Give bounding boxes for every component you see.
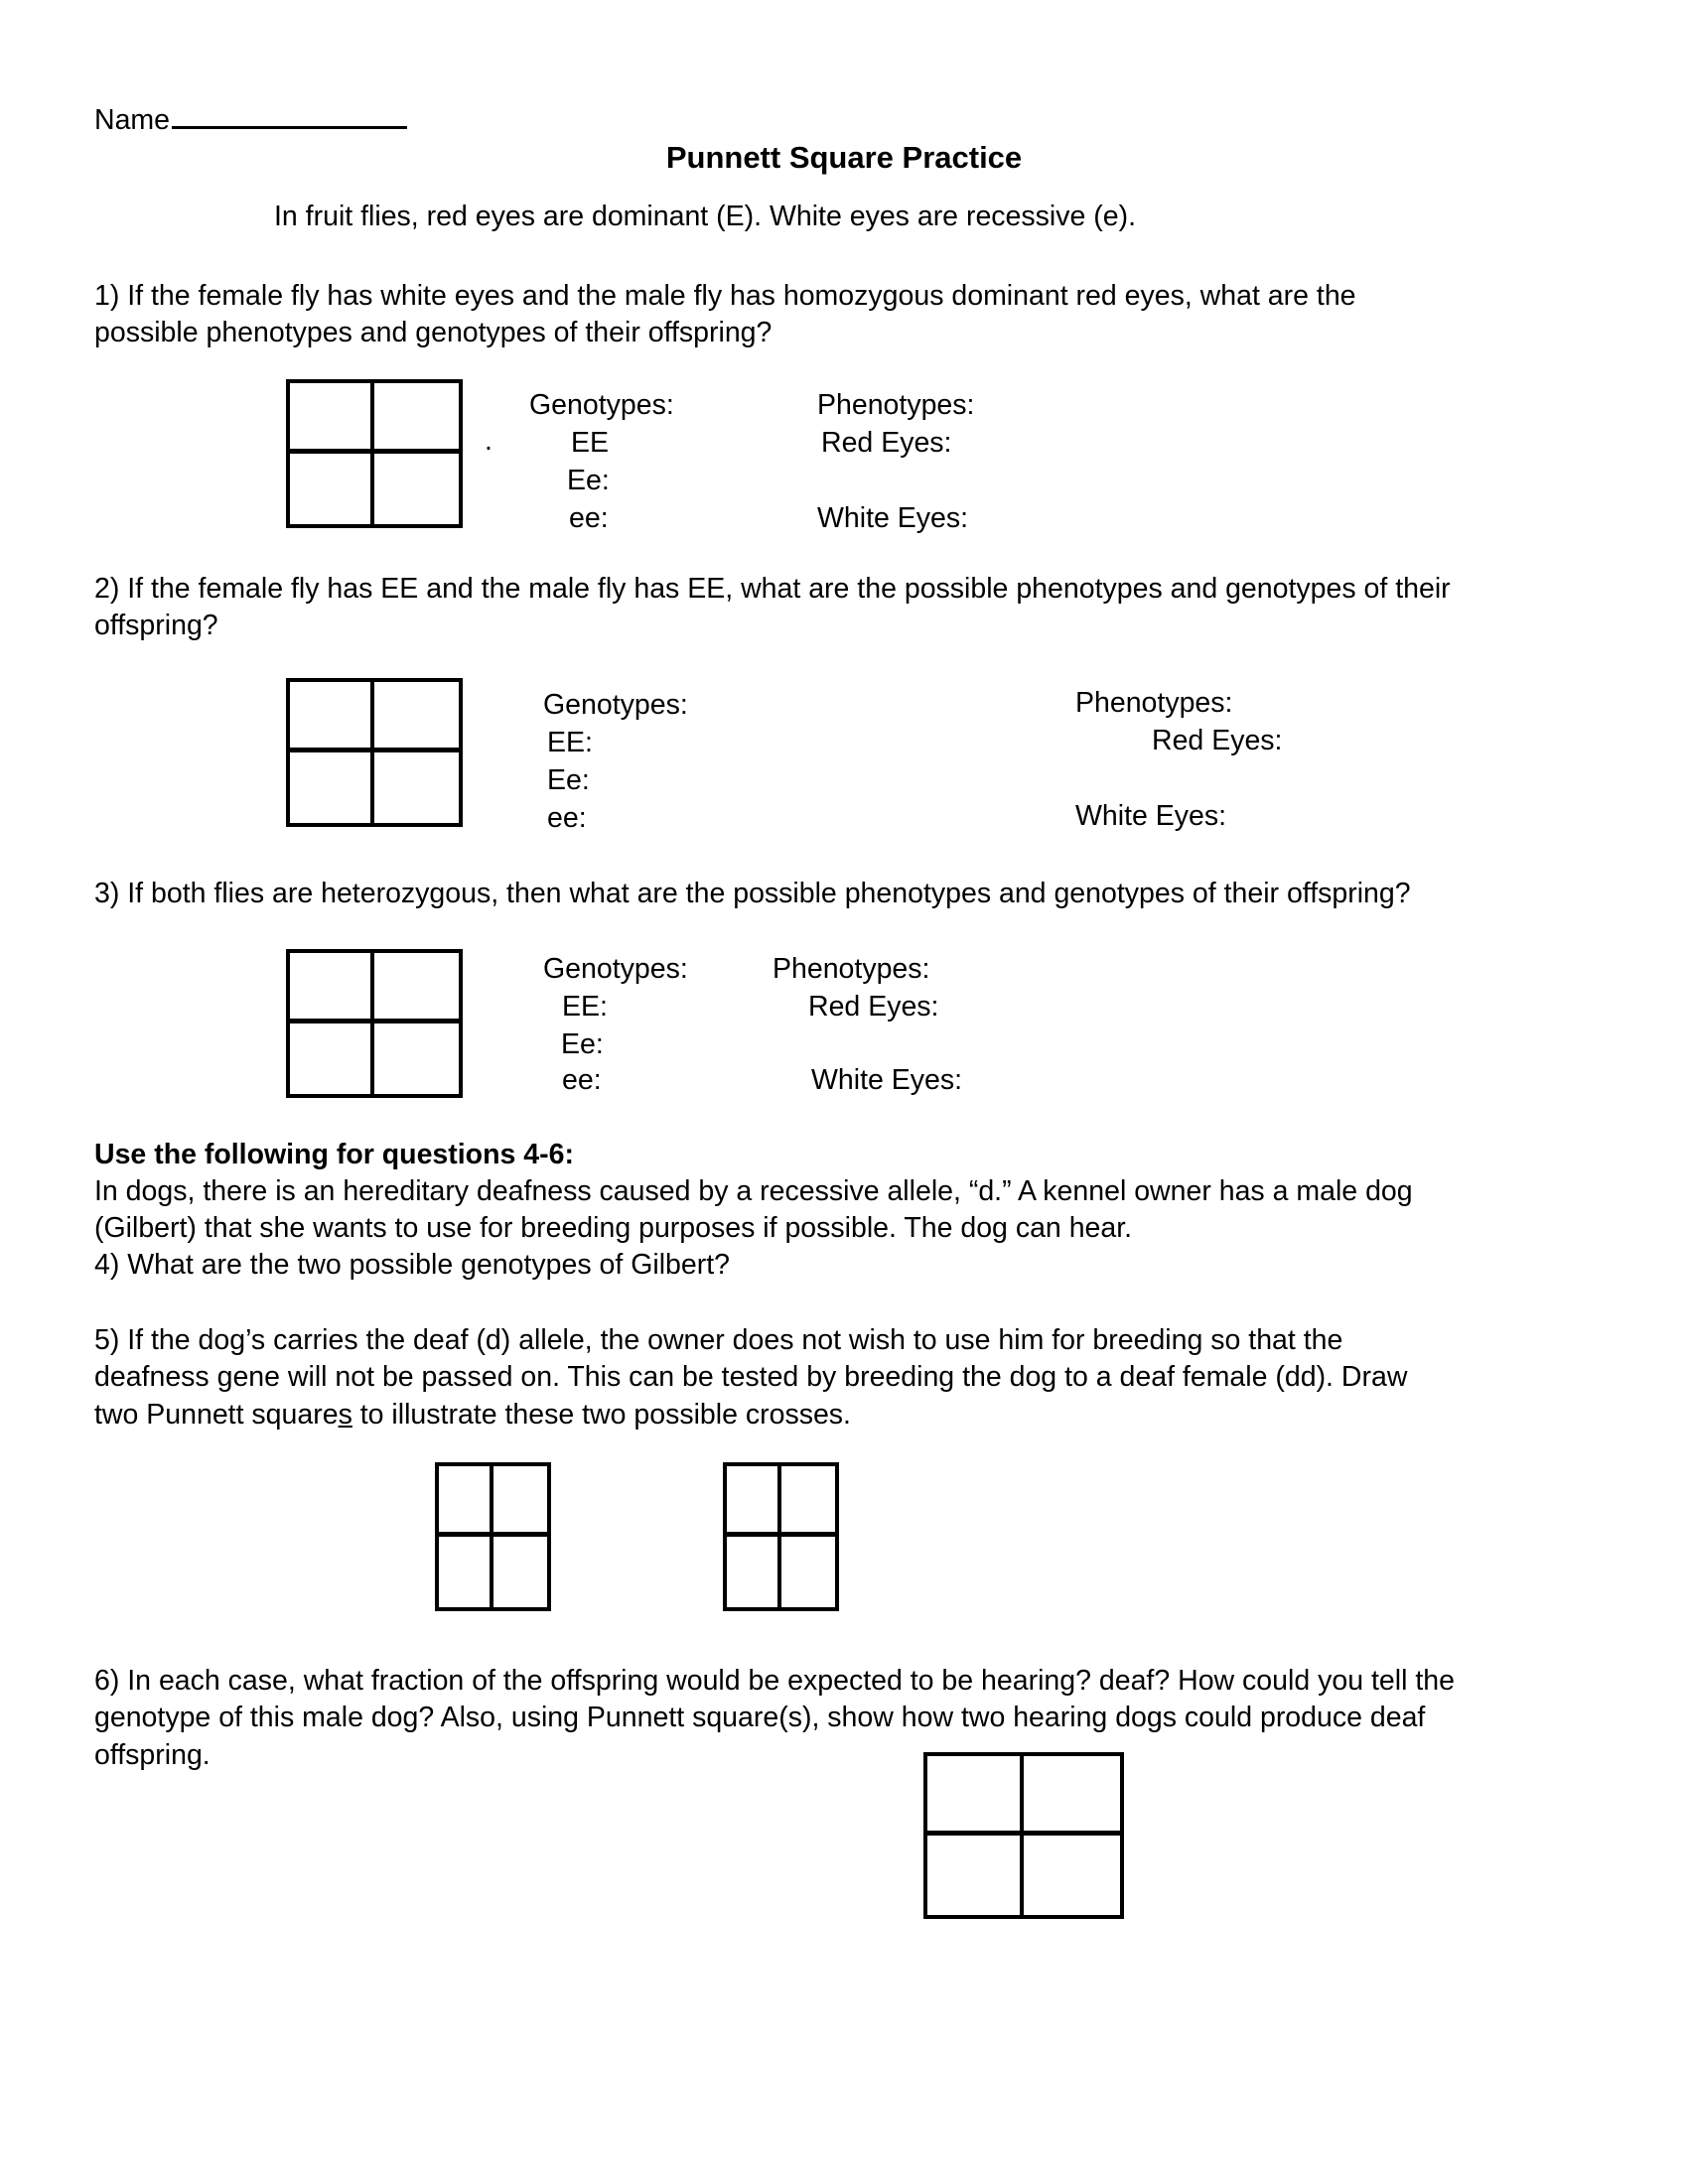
name-label: Name xyxy=(94,104,171,136)
q2-genotype-row: EE: xyxy=(547,727,593,758)
punnett-cell xyxy=(1024,1756,1120,1836)
punnett-cell xyxy=(290,682,374,752)
q2-genotypes-label: Genotypes: xyxy=(543,689,688,721)
punnett-cell xyxy=(781,1466,836,1537)
q5-text-line: 5) If the dog’s carries the deaf (d) allele, the owner does not wish to use him for breeding so that the xyxy=(94,1324,1343,1356)
punnett-cell xyxy=(374,953,459,1024)
q2-phenotypes-label: Phenotypes: xyxy=(1075,687,1233,719)
q1-red-eyes-label: Red Eyes: xyxy=(821,427,952,459)
punnett-cell xyxy=(290,1024,374,1094)
q5-line3-underlined-s: s xyxy=(338,1399,352,1431)
punnett-square-q3 xyxy=(286,949,463,1098)
q2-text-line: offspring? xyxy=(94,610,218,641)
section-4-6-text-line: (Gilbert) that she wants to use for breeding purposes if possible. The dog can hear. xyxy=(94,1212,1133,1244)
punnett-cell xyxy=(374,383,459,454)
q3-red-eyes-label: Red Eyes: xyxy=(808,991,939,1023)
punnett-cell xyxy=(493,1537,548,1607)
q2-red-eyes-label: Red Eyes: xyxy=(1152,725,1283,756)
punnett-cell xyxy=(727,1537,781,1607)
punnett-square-q2 xyxy=(286,678,463,827)
punnett-cell xyxy=(374,752,459,823)
punnett-cell xyxy=(1024,1836,1120,1915)
q1-white-eyes-label: White Eyes: xyxy=(817,502,969,534)
punnett-cell xyxy=(439,1466,493,1537)
q6-text-line: 6) In each case, what fraction of the offspring would be expected to be hearing? deaf? How could you tell the xyxy=(94,1665,1455,1697)
q1-phenotypes-label: Phenotypes: xyxy=(817,389,975,421)
q2-genotype-row: ee: xyxy=(547,802,587,834)
q1-genotype-row: ee: xyxy=(569,502,609,534)
q3-genotypes-label: Genotypes: xyxy=(543,953,688,985)
q6-text-line: offspring. xyxy=(94,1739,211,1771)
name-field xyxy=(94,102,407,138)
punnett-square-q6 xyxy=(923,1752,1124,1919)
q3-genotype-row: EE: xyxy=(562,991,608,1023)
q1-genotype-row: EE xyxy=(571,427,610,459)
q2-text-line: 2) If the female fly has EE and the male fly has EE, what are the possible phenotypes and genotypes of their xyxy=(94,573,1451,605)
punnett-cell xyxy=(439,1537,493,1607)
punnett-cell xyxy=(374,454,459,524)
punnett-cell xyxy=(927,1756,1024,1836)
q6-text-line: genotype of this male dog? Also, using Punnett square(s), show how two hearing dogs could produce deaf xyxy=(94,1702,1426,1733)
name-blank-line xyxy=(172,125,407,129)
intro-text: In fruit flies, red eyes are dominant (E). White eyes are recessive (e). xyxy=(274,201,1136,232)
q2-white-eyes-label: White Eyes: xyxy=(1075,800,1227,832)
punnett-cell xyxy=(290,752,374,823)
q5-line3-after: to illustrate these two possible crosses. xyxy=(352,1399,851,1431)
q3-genotype-row: Ee: xyxy=(561,1028,604,1060)
q1-text-line: possible phenotypes and genotypes of their offspring? xyxy=(94,317,773,348)
page-title: Punnett Square Practice xyxy=(665,140,1023,175)
q1-genotype-row: Ee: xyxy=(567,465,610,496)
q1-genotypes-label: Genotypes: xyxy=(529,389,674,421)
q3-white-eyes-label: White Eyes: xyxy=(811,1064,963,1096)
punnett-cell xyxy=(290,953,374,1024)
q3-phenotypes-label: Phenotypes: xyxy=(773,953,930,985)
punnett-square-q5-left xyxy=(435,1462,551,1611)
q2-genotype-row: Ee: xyxy=(547,764,590,796)
q3-text-line: 3) If both flies are heterozygous, then what are the possible phenotypes and genotypes of their offspring? xyxy=(94,878,1411,909)
punnett-cell xyxy=(290,383,374,454)
punnett-square-q5-right xyxy=(723,1462,839,1611)
punnett-cell xyxy=(374,1024,459,1094)
q5-text-line xyxy=(94,1397,851,1433)
punnett-cell xyxy=(290,454,374,524)
punnett-cell xyxy=(727,1466,781,1537)
punnett-square-q1 xyxy=(286,379,463,528)
q4-text: 4) What are the two possible genotypes of Gilbert? xyxy=(94,1249,731,1281)
stray-period: . xyxy=(485,425,492,457)
punnett-cell xyxy=(927,1836,1024,1915)
punnett-cell xyxy=(374,682,459,752)
q5-line3-before: two Punnett square xyxy=(94,1399,339,1431)
punnett-cell xyxy=(781,1537,836,1607)
section-4-6-header: Use the following for questions 4-6: xyxy=(94,1139,574,1170)
punnett-cell xyxy=(493,1466,548,1537)
q1-text-line: 1) If the female fly has white eyes and the male fly has homozygous dominant red eyes, what are the xyxy=(94,280,1356,312)
section-4-6-text-line: In dogs, there is an hereditary deafness caused by a recessive allele, “d.” A kennel owner has a male dog xyxy=(94,1175,1413,1207)
q5-text-line: deafness gene will not be passed on. This can be tested by breeding the dog to a deaf female (dd). Draw xyxy=(94,1361,1408,1393)
q3-genotype-row: ee: xyxy=(562,1064,602,1096)
